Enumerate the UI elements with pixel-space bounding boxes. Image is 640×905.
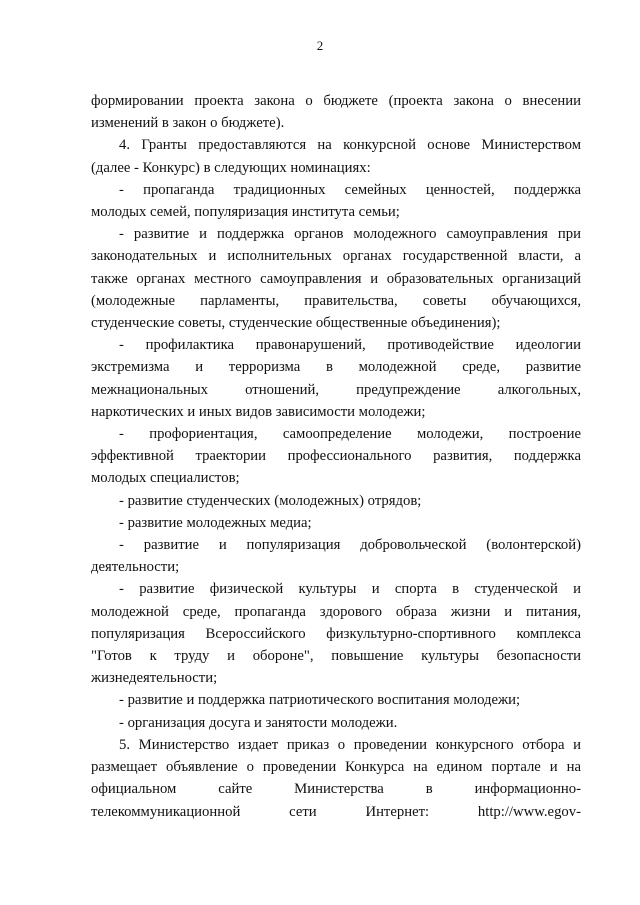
text-line: - пропаганда традиционных семейных ценностей, поддержка [119,181,581,198]
text-line: - развитие и популяризация добровольческой (волонтерской) [119,537,581,554]
paragraph [91,179,581,223]
paragraph [91,423,581,490]
text-line: размещает объявление о проведении Конкурса на едином портале и на [91,759,581,776]
text-line: - развитие студенческих (молодежных) отрядов; [119,492,422,509]
text-line: 5. Министерство издает приказ о проведении конкурсного отбора и [119,736,581,753]
text-line: "Готов к труду и обороне", повышение культуры безопасности [91,648,581,665]
text-line: - развитие молодежных медиа; [119,514,312,531]
paragraph [91,689,581,711]
paragraph [91,512,581,534]
text-line: 4. Гранты предоставляются на конкурсной основе Министерством [119,137,581,154]
text-line: молодых семей, популяризация института семьи; [91,204,400,221]
text-line: эффективной траектории профессионального развития, поддержка [91,448,581,465]
paragraph [91,734,581,823]
text-line: жизнедеятельности; [91,670,218,687]
text-line: (молодежные парламенты, правительства, советы обучающихся, [91,292,581,309]
text-line: законодательных и исполнительных органах государственной власти, а [91,248,581,265]
text-line: межнациональных отношений, предупреждение алкогольных, [91,381,581,398]
text-line: (далее - Конкурс) в следующих номинациях: [91,159,371,176]
paragraph [91,578,581,689]
text-line: молодежной среде, пропаганда здорового образа жизни и питания, [91,603,581,620]
text-line: - профориентация, самоопределение молодежи, построение [119,426,581,443]
text-line: студенческие советы, студенческие общественные объединения); [91,315,501,332]
text-line: деятельности; [91,559,180,576]
text-line: формировании проекта закона о бюджете (проекта закона о внесении [91,93,581,109]
paragraph [91,223,581,334]
text-line: - организация досуга и занятости молодежи. [119,714,398,731]
paragraph [91,90,581,134]
text-line: изменений в закон о бюджете). [91,115,285,132]
paragraph [91,334,581,423]
text-line: молодых специалистов; [91,470,240,487]
document-body [91,90,581,823]
text-line: - развитие физической культуры и спорта в студенческой и [119,581,581,598]
text-line: - развитие и поддержка патриотического воспитания молодежи; [119,692,521,709]
text-line: - развитие и поддержка органов молодежного самоуправления при [119,226,581,243]
text-line: экстремизма и терроризма в молодежной среде, развитие [91,359,581,376]
paragraph [91,534,581,578]
text-line: наркотических и иных видов зависимости молодежи; [91,403,426,420]
text-line: телекоммуникационной сети Интернет: http://www.egov- [91,803,581,820]
text-line: официальном сайте Министерства в информационно- [91,781,581,798]
text-line: - профилактика правонарушений, противодействие идеологии [119,337,581,354]
paragraph [91,490,581,512]
paragraph [91,134,581,178]
page-number: 2 [316,38,324,53]
text-line: популяризация Всероссийского физкультурно-спортивного комплекса [91,625,581,642]
paragraph [91,712,581,734]
text-line: также органах местного самоуправления и образовательных организаций [91,270,581,287]
